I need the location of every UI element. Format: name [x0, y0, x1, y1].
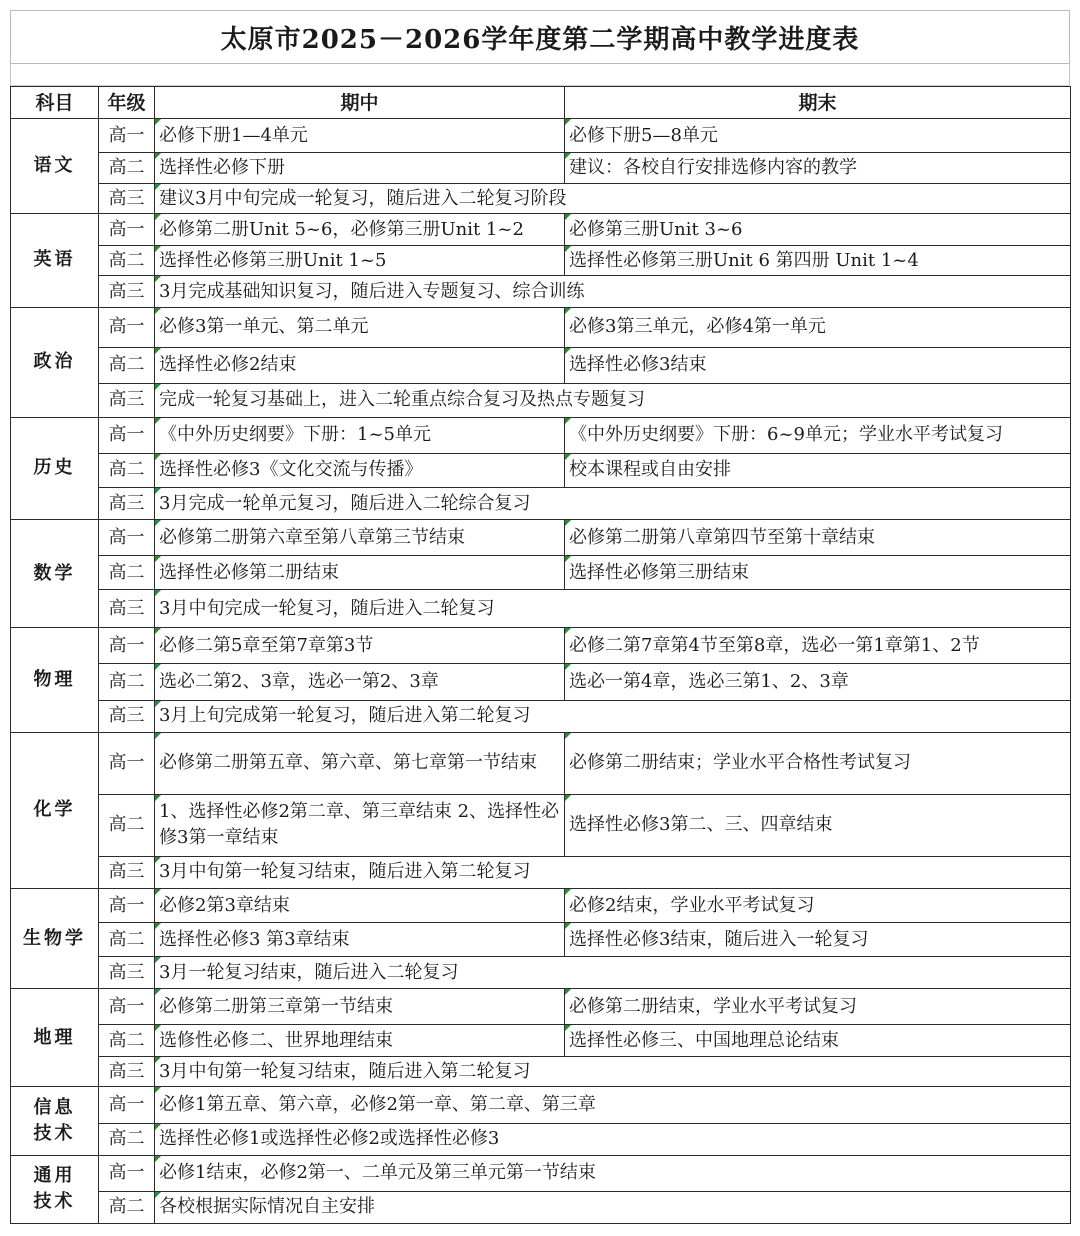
- mid-cell: 必修下册1—4单元: [155, 119, 565, 153]
- grade-cell: 高三: [99, 184, 155, 214]
- table-row: [11, 417, 1071, 453]
- table-row: [11, 383, 1071, 417]
- grade-cell: 高一: [99, 989, 155, 1025]
- mid-cell: 《中外历史纲要》下册：1~5单元: [155, 417, 565, 453]
- grade-cell: 高二: [99, 246, 155, 276]
- grade-cell: 高二: [99, 453, 155, 487]
- grade-cell: 高一: [99, 119, 155, 153]
- mid-cell: 1、选择性必修2第二章、第三章结束 2、选择性必修3第一章结束: [155, 794, 565, 856]
- grade-cell: 高二: [99, 1191, 155, 1223]
- table-row: [11, 453, 1071, 487]
- table-row: [11, 1191, 1071, 1223]
- mid-cell: 必修第二册第三章第一节结束: [155, 989, 565, 1025]
- table-row: [11, 856, 1071, 888]
- final-cell: 《中外历史纲要》下册：6~9单元；学业水平考试复习: [565, 417, 1071, 453]
- table-row: [11, 347, 1071, 383]
- grade-cell: 高二: [99, 153, 155, 184]
- mid-cell: 选择性必修第三册Unit 1~5: [155, 246, 565, 276]
- table-row: [11, 119, 1071, 153]
- table-row: [11, 1057, 1071, 1087]
- table-row: [11, 1025, 1071, 1057]
- merged-cell: 必修1第五章、第六章，必修2第一章、第二章、第三章: [155, 1087, 1071, 1123]
- subject-cell: 物理: [11, 628, 99, 732]
- table-row: [11, 989, 1071, 1025]
- subject-cell: 历史: [11, 417, 99, 519]
- final-cell: 选择性必修三、中国地理总论结束: [565, 1025, 1071, 1057]
- final-cell: 必修第三册Unit 3~6: [565, 214, 1071, 246]
- table-row: [11, 664, 1071, 700]
- merged-cell: 3月完成一轮单元复习，随后进入二轮综合复习: [155, 487, 1071, 519]
- grade-cell: 高三: [99, 700, 155, 732]
- grade-cell: 高二: [99, 1025, 155, 1057]
- subject-cell: 英语: [11, 214, 99, 307]
- grade-cell: 高二: [99, 664, 155, 700]
- grade-cell: 高一: [99, 307, 155, 347]
- final-cell: 必修第二册结束，学业水平考试复习: [565, 989, 1071, 1025]
- subject-cell: 政治: [11, 307, 99, 417]
- subject-cell: 数学: [11, 520, 99, 628]
- mid-cell: 选必二第2、3章，选必一第2、3章: [155, 664, 565, 700]
- table-row: [11, 1123, 1071, 1155]
- table-row: [11, 923, 1071, 957]
- mid-cell: 选择性必修第二册结束: [155, 556, 565, 590]
- mid-cell: 选择性必修3 第3章结束: [155, 923, 565, 957]
- subject-cell: 生物学: [11, 888, 99, 988]
- table-row: [11, 700, 1071, 732]
- grade-cell: 高三: [99, 1057, 155, 1087]
- grade-cell: 高三: [99, 383, 155, 417]
- grade-cell: 高一: [99, 1087, 155, 1123]
- final-cell: 必修下册5—8单元: [565, 119, 1071, 153]
- final-cell: 选择性必修第三册结束: [565, 556, 1071, 590]
- table-row: [11, 888, 1071, 922]
- table-row: [11, 246, 1071, 276]
- grade-cell: 高一: [99, 520, 155, 556]
- merged-cell: 3月一轮复习结束，随后进入二轮复习: [155, 957, 1071, 989]
- final-cell: 必修3第三单元，必修4第一单元: [565, 307, 1071, 347]
- table-row: [11, 628, 1071, 664]
- table-row: [11, 957, 1071, 989]
- mid-cell: 必修2第3章结束: [155, 888, 565, 922]
- table-row: [11, 556, 1071, 590]
- mid-cell: 选择性必修下册: [155, 153, 565, 184]
- final-cell: 必修第二册结束；学业水平合格性考试复习: [565, 732, 1071, 794]
- table-row: [11, 214, 1071, 246]
- table-row: [11, 153, 1071, 184]
- mid-cell: 必修二第5章至第7章第3节: [155, 628, 565, 664]
- mid-cell: 必修第二册Unit 5~6，必修第三册Unit 1~2: [155, 214, 565, 246]
- grade-cell: 高一: [99, 417, 155, 453]
- merged-cell: 选择性必修1或选择性必修2或选择性必修3: [155, 1123, 1071, 1155]
- final-cell: 建议：各校自行安排选修内容的教学: [565, 153, 1071, 184]
- grade-cell: 高三: [99, 276, 155, 307]
- final-cell: 选必一第4章，选必三第1、2、3章: [565, 664, 1071, 700]
- mid-cell: 选修性必修二、世界地理结束: [155, 1025, 565, 1057]
- header-final: 期末: [565, 87, 1071, 119]
- table-row: [11, 590, 1071, 628]
- table-row: [11, 307, 1071, 347]
- table-row: [11, 732, 1071, 794]
- subject-cell: 语文: [11, 119, 99, 214]
- grade-cell: 高三: [99, 487, 155, 519]
- merged-cell: 必修1结束，必修2第一、二单元及第三单元第一节结束: [155, 1155, 1071, 1191]
- header-row: [11, 87, 1071, 119]
- final-cell: 必修二第7章第4节至第8章，选必一第1章第1、2节: [565, 628, 1071, 664]
- page-title: 太原市2025－2026学年度第二学期高中教学进度表: [10, 10, 1070, 64]
- header-subject: 科目: [11, 87, 99, 119]
- grade-cell: 高一: [99, 1155, 155, 1191]
- header-grade: 年级: [99, 87, 155, 119]
- merged-cell: 3月完成基础知识复习，随后进入专题复习、综合训练: [155, 276, 1071, 307]
- grade-cell: 高一: [99, 888, 155, 922]
- final-cell: 必修第二册第八章第四节至第十章结束: [565, 520, 1071, 556]
- final-cell: 校本课程或自由安排: [565, 453, 1071, 487]
- schedule-table: [10, 86, 1071, 1224]
- subject-cell: 通用技术: [11, 1155, 99, 1223]
- final-cell: 必修2结束，学业水平考试复习: [565, 888, 1071, 922]
- mid-cell: 必修第二册第五章、第六章、第七章第一节结束: [155, 732, 565, 794]
- grade-cell: 高二: [99, 1123, 155, 1155]
- final-cell: 选择性必修第三册Unit 6 第四册 Unit 1~4: [565, 246, 1071, 276]
- grade-cell: 高二: [99, 794, 155, 856]
- grade-cell: 高一: [99, 214, 155, 246]
- table-body: [11, 87, 1071, 1224]
- header-mid: 期中: [155, 87, 565, 119]
- merged-cell: 3月中旬第一轮复习结束，随后进入第二轮复习: [155, 856, 1071, 888]
- merged-cell: 3月中旬完成一轮复习，随后进入二轮复习: [155, 590, 1071, 628]
- table-row: [11, 184, 1071, 214]
- merged-cell: 3月上旬完成第一轮复习，随后进入第二轮复习: [155, 700, 1071, 732]
- merged-cell: 3月中旬第一轮复习结束，随后进入第二轮复习: [155, 1057, 1071, 1087]
- merged-cell: 各校根据实际情况自主安排: [155, 1191, 1071, 1223]
- grade-cell: 高三: [99, 590, 155, 628]
- table-row: [11, 794, 1071, 856]
- table-row: [11, 276, 1071, 307]
- grade-cell: 高二: [99, 556, 155, 590]
- final-cell: 选择性必修3结束，随后进入一轮复习: [565, 923, 1071, 957]
- schedule-sheet: [10, 10, 1070, 1224]
- grade-cell: 高二: [99, 923, 155, 957]
- grade-cell: 高三: [99, 957, 155, 989]
- table-row: [11, 1155, 1071, 1191]
- final-cell: 选择性必修3结束: [565, 347, 1071, 383]
- mid-cell: 必修第二册第六章至第八章第三节结束: [155, 520, 565, 556]
- grade-cell: 高二: [99, 347, 155, 383]
- subject-cell: 信息技术: [11, 1087, 99, 1155]
- table-row: [11, 1087, 1071, 1123]
- final-cell: 选择性必修3第二、三、四章结束: [565, 794, 1071, 856]
- mid-cell: 选择性必修3《文化交流与传播》: [155, 453, 565, 487]
- grade-cell: 高三: [99, 856, 155, 888]
- table-row: [11, 520, 1071, 556]
- table-row: [11, 487, 1071, 519]
- spacer-row: [10, 63, 1070, 86]
- mid-cell: 必修3第一单元、第二单元: [155, 307, 565, 347]
- subject-cell: 化学: [11, 732, 99, 888]
- mid-cell: 选择性必修2结束: [155, 347, 565, 383]
- grade-cell: 高一: [99, 628, 155, 664]
- merged-cell: 完成一轮复习基础上，进入二轮重点综合复习及热点专题复习: [155, 383, 1071, 417]
- subject-cell: 地理: [11, 989, 99, 1087]
- merged-cell: 建议3月中旬完成一轮复习，随后进入二轮复习阶段: [155, 184, 1071, 214]
- grade-cell: 高一: [99, 732, 155, 794]
